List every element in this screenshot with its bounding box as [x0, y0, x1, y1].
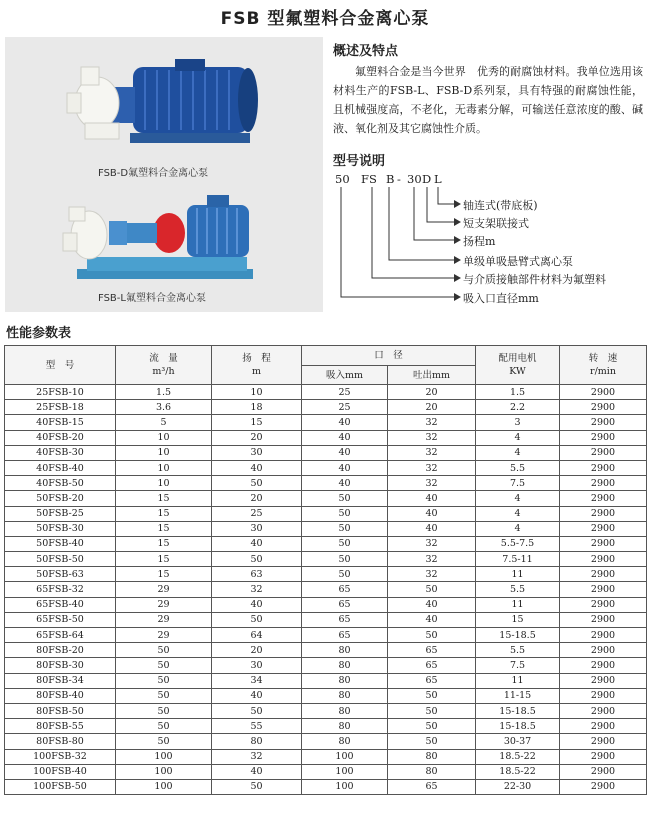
cell-head: 50	[212, 703, 302, 718]
cell-inlet: 100	[302, 764, 388, 779]
cell-model: 65FSB-50	[5, 612, 116, 627]
cell-inlet: 50	[302, 567, 388, 582]
cell-model: 80FSB-80	[5, 734, 116, 749]
cell-flow: 50	[116, 719, 212, 734]
header-speed-unit: r/min	[590, 366, 616, 377]
caption-fsb-d: FSB-D氟塑料合金离心泵	[98, 168, 209, 179]
cell-motor: 15-18.5	[476, 703, 560, 718]
cell-head: 50	[212, 476, 302, 491]
cell-flow: 29	[116, 628, 212, 643]
cell-model: 40FSB-15	[5, 415, 116, 430]
cell-head: 64	[212, 628, 302, 643]
cell-head: 10	[212, 385, 302, 400]
cell-model: 25FSB-10	[5, 385, 116, 400]
model-code-part: 30	[407, 172, 422, 186]
table-row	[5, 628, 647, 643]
cell-head: 80	[212, 734, 302, 749]
cell-head: 20	[212, 643, 302, 658]
header-model: 型 号	[5, 346, 116, 385]
model-label: 扬程m	[463, 235, 496, 248]
cell-head: 15	[212, 415, 302, 430]
header-flow-unit: m³/h	[152, 366, 175, 377]
cell-speed: 2900	[560, 430, 647, 445]
cell-inlet: 80	[302, 688, 388, 703]
cell-motor: 7.5	[476, 658, 560, 673]
performance-heading: 性能参数表	[6, 326, 72, 341]
table-row	[5, 658, 647, 673]
cell-motor: 15	[476, 612, 560, 627]
cell-model: 80FSB-34	[5, 673, 116, 688]
cell-outlet: 32	[388, 552, 476, 567]
model-heading: 型号说明	[333, 154, 386, 169]
cell-speed: 2900	[560, 385, 647, 400]
cell-inlet: 40	[302, 445, 388, 460]
cell-model: 25FSB-18	[5, 400, 116, 415]
cell-outlet: 32	[388, 415, 476, 430]
cell-flow: 5	[116, 415, 212, 430]
model-label: 与介质接触部件材料为氟塑料	[463, 273, 606, 286]
cell-model: 80FSB-50	[5, 703, 116, 718]
cell-outlet: 50	[388, 719, 476, 734]
cell-outlet: 40	[388, 521, 476, 536]
cell-outlet: 40	[388, 506, 476, 521]
table-row	[5, 567, 647, 582]
cell-model: 50FSB-63	[5, 567, 116, 582]
cell-flow: 29	[116, 582, 212, 597]
table-row	[5, 779, 647, 794]
header-motor	[476, 346, 560, 385]
cell-outlet: 32	[388, 476, 476, 491]
cell-motor: 5.5	[476, 643, 560, 658]
cell-model: 40FSB-30	[5, 445, 116, 460]
cell-model: 40FSB-20	[5, 430, 116, 445]
cell-outlet: 32	[388, 460, 476, 475]
cell-speed: 2900	[560, 445, 647, 460]
cell-motor: 15-18.5	[476, 719, 560, 734]
model-code-part: B	[386, 172, 395, 186]
header-flow-label: 流 量	[149, 353, 178, 364]
cell-speed: 2900	[560, 612, 647, 627]
cell-head: 50	[212, 779, 302, 794]
cell-speed: 2900	[560, 552, 647, 567]
model-code-part: L	[434, 172, 442, 186]
cell-motor: 3	[476, 415, 560, 430]
cell-head: 30	[212, 521, 302, 536]
cell-head: 30	[212, 658, 302, 673]
cell-inlet: 25	[302, 400, 388, 415]
cell-flow: 50	[116, 643, 212, 658]
cell-head: 34	[212, 673, 302, 688]
cell-inlet: 80	[302, 643, 388, 658]
cell-flow: 15	[116, 567, 212, 582]
cell-head: 55	[212, 719, 302, 734]
cell-inlet: 100	[302, 749, 388, 764]
cell-model: 50FSB-40	[5, 536, 116, 551]
cell-inlet: 50	[302, 536, 388, 551]
cell-outlet: 50	[388, 688, 476, 703]
cell-inlet: 25	[302, 385, 388, 400]
cell-motor: 4	[476, 445, 560, 460]
cell-head: 40	[212, 764, 302, 779]
table-row	[5, 460, 647, 475]
overview-text: 氟塑料合金是当今世界 优秀的耐腐蚀材料。我单位选用该材料生产的FSB-L、FSB-D系列泵，具有特强的耐腐蚀性能，且机械强度高，不老化，无毒素分解，可输送任意浓度的酸、碱液、氧化剂及其它腐蚀性介质。	[333, 65, 643, 135]
header-caliber: 口 径	[302, 346, 476, 366]
table-row	[5, 612, 647, 627]
cell-speed: 2900	[560, 491, 647, 506]
cell-outlet: 32	[388, 567, 476, 582]
cell-speed: 2900	[560, 703, 647, 718]
cell-speed: 2900	[560, 719, 647, 734]
cell-outlet: 40	[388, 491, 476, 506]
cell-model: 100FSB-32	[5, 749, 116, 764]
cell-flow: 100	[116, 749, 212, 764]
cell-model: 50FSB-50	[5, 552, 116, 567]
cell-outlet: 20	[388, 385, 476, 400]
cell-flow: 15	[116, 491, 212, 506]
cell-head: 40	[212, 536, 302, 551]
cell-motor: 11-15	[476, 688, 560, 703]
cell-inlet: 80	[302, 673, 388, 688]
cell-head: 40	[212, 688, 302, 703]
cell-speed: 2900	[560, 597, 647, 612]
header-speed-label: 转 速	[588, 353, 618, 364]
cell-inlet: 80	[302, 658, 388, 673]
cell-flow: 100	[116, 779, 212, 794]
cell-flow: 50	[116, 703, 212, 718]
cell-speed: 2900	[560, 567, 647, 582]
cell-speed: 2900	[560, 779, 647, 794]
fsb-d-pump-image	[67, 59, 258, 143]
cell-head: 25	[212, 506, 302, 521]
cell-head: 20	[212, 491, 302, 506]
cell-flow: 10	[116, 430, 212, 445]
table-row	[5, 688, 647, 703]
cell-outlet: 80	[388, 764, 476, 779]
table-row	[5, 445, 647, 460]
page-title: FSB 型氟塑料合金离心泵	[220, 9, 430, 29]
cell-flow: 50	[116, 658, 212, 673]
cell-model: 80FSB-20	[5, 643, 116, 658]
cell-outlet: 65	[388, 643, 476, 658]
cell-speed: 2900	[560, 764, 647, 779]
cell-outlet: 80	[388, 749, 476, 764]
cell-head: 20	[212, 430, 302, 445]
cell-flow: 50	[116, 688, 212, 703]
cell-flow: 10	[116, 460, 212, 475]
cell-inlet: 80	[302, 734, 388, 749]
cell-speed: 2900	[560, 476, 647, 491]
cell-inlet: 50	[302, 521, 388, 536]
cell-model: 100FSB-50	[5, 779, 116, 794]
table-row	[5, 703, 647, 718]
model-code-part: D	[422, 172, 432, 186]
table-row	[5, 552, 647, 567]
cell-inlet: 65	[302, 628, 388, 643]
cell-speed: 2900	[560, 582, 647, 597]
cell-motor: 5.5	[476, 582, 560, 597]
header-flow	[116, 346, 212, 385]
table-row	[5, 506, 647, 521]
cell-inlet: 40	[302, 460, 388, 475]
cell-flow: 15	[116, 536, 212, 551]
cell-flow: 29	[116, 612, 212, 627]
cell-motor: 22-30	[476, 779, 560, 794]
cell-speed: 2900	[560, 536, 647, 551]
cell-head: 32	[212, 582, 302, 597]
cell-model: 80FSB-40	[5, 688, 116, 703]
cell-speed: 2900	[560, 415, 647, 430]
cell-outlet: 32	[388, 445, 476, 460]
cell-inlet: 50	[302, 552, 388, 567]
table-row	[5, 521, 647, 536]
cell-flow: 50	[116, 673, 212, 688]
cell-motor: 1.5	[476, 385, 560, 400]
cell-model: 50FSB-30	[5, 521, 116, 536]
table-row	[5, 749, 647, 764]
model-label: 单级单吸悬臂式离心泵	[463, 255, 573, 268]
table-row	[5, 673, 647, 688]
cell-motor: 11	[476, 673, 560, 688]
cell-model: 50FSB-25	[5, 506, 116, 521]
cell-motor: 4	[476, 521, 560, 536]
model-label: 短支架联接式	[463, 217, 529, 230]
cell-flow: 15	[116, 521, 212, 536]
table-row	[5, 385, 647, 400]
cell-flow: 10	[116, 476, 212, 491]
cell-motor: 18.5-22	[476, 749, 560, 764]
cell-head: 32	[212, 749, 302, 764]
cell-motor: 4	[476, 430, 560, 445]
cell-outlet: 40	[388, 612, 476, 627]
cell-motor: 4	[476, 506, 560, 521]
table-row	[5, 491, 647, 506]
header-head	[212, 346, 302, 385]
cell-speed: 2900	[560, 749, 647, 764]
cell-inlet: 50	[302, 506, 388, 521]
model-label: 轴连式(带底板)	[463, 199, 538, 212]
cell-speed: 2900	[560, 643, 647, 658]
cell-flow: 10	[116, 445, 212, 460]
cell-outlet: 32	[388, 430, 476, 445]
cell-model: 50FSB-20	[5, 491, 116, 506]
cell-model: 100FSB-40	[5, 764, 116, 779]
cell-flow: 29	[116, 597, 212, 612]
table-row	[5, 719, 647, 734]
cell-head: 30	[212, 445, 302, 460]
cell-flow: 1.5	[116, 385, 212, 400]
model-code-part: -	[397, 172, 401, 186]
cell-motor: 11	[476, 597, 560, 612]
cell-model: 40FSB-40	[5, 460, 116, 475]
table-row	[5, 734, 647, 749]
model-connector-lines	[330, 180, 470, 305]
cell-inlet: 40	[302, 430, 388, 445]
table-row	[5, 582, 647, 597]
table-row	[5, 536, 647, 551]
header-outlet: 吐出mm	[388, 366, 476, 385]
cell-inlet: 65	[302, 597, 388, 612]
cell-head: 50	[212, 612, 302, 627]
cell-flow: 15	[116, 506, 212, 521]
cell-speed: 2900	[560, 673, 647, 688]
cell-inlet: 80	[302, 703, 388, 718]
cell-inlet: 50	[302, 491, 388, 506]
cell-motor: 7.5-11	[476, 552, 560, 567]
cell-head: 50	[212, 552, 302, 567]
cell-model: 80FSB-30	[5, 658, 116, 673]
cell-motor: 15-18.5	[476, 628, 560, 643]
cell-speed: 2900	[560, 628, 647, 643]
cell-motor: 11	[476, 567, 560, 582]
fsb-l-pump-image	[63, 195, 253, 279]
cell-inlet: 65	[302, 582, 388, 597]
cell-model: 65FSB-64	[5, 628, 116, 643]
cell-inlet: 65	[302, 612, 388, 627]
cell-outlet: 50	[388, 703, 476, 718]
table-row	[5, 415, 647, 430]
model-code-part: FS	[361, 172, 377, 186]
table-row	[5, 400, 647, 415]
cell-outlet: 65	[388, 779, 476, 794]
cell-speed: 2900	[560, 521, 647, 536]
cell-model: 65FSB-40	[5, 597, 116, 612]
cell-speed: 2900	[560, 460, 647, 475]
cell-motor: 5.5	[476, 460, 560, 475]
cell-speed: 2900	[560, 688, 647, 703]
cell-inlet: 40	[302, 415, 388, 430]
cell-outlet: 20	[388, 400, 476, 415]
cell-motor: 18.5-22	[476, 764, 560, 779]
table-row	[5, 476, 647, 491]
cell-outlet: 50	[388, 628, 476, 643]
table-row	[5, 764, 647, 779]
cell-flow: 3.6	[116, 400, 212, 415]
cell-motor: 5.5-7.5	[476, 536, 560, 551]
model-code-part: 50	[335, 172, 350, 186]
cell-head: 40	[212, 597, 302, 612]
cell-model: 40FSB-50	[5, 476, 116, 491]
cell-model: 80FSB-55	[5, 719, 116, 734]
header-inlet: 吸入mm	[302, 366, 388, 385]
product-photo-panel	[5, 37, 323, 312]
table-row	[5, 643, 647, 658]
header-head-unit: m	[251, 366, 261, 377]
header-motor-label: 配用电机	[498, 353, 537, 364]
cell-outlet: 50	[388, 582, 476, 597]
performance-table-body	[5, 385, 647, 795]
cell-outlet: 50	[388, 734, 476, 749]
overview-heading: 概述及特点	[333, 44, 399, 59]
header-speed	[560, 346, 647, 385]
cell-head: 63	[212, 567, 302, 582]
table-row	[5, 430, 647, 445]
cell-outlet: 40	[388, 597, 476, 612]
cell-head: 40	[212, 460, 302, 475]
cell-inlet: 100	[302, 779, 388, 794]
cell-outlet: 65	[388, 658, 476, 673]
cell-outlet: 32	[388, 536, 476, 551]
model-label: 吸入口直径mm	[463, 292, 539, 305]
table-row	[5, 597, 647, 612]
header-head-label: 扬 程	[242, 353, 271, 364]
performance-table	[4, 345, 647, 795]
cell-flow: 15	[116, 552, 212, 567]
cell-speed: 2900	[560, 506, 647, 521]
caption-fsb-l: FSB-L氟塑料合金离心泵	[98, 293, 206, 304]
cell-flow: 100	[116, 764, 212, 779]
cell-motor: 4	[476, 491, 560, 506]
cell-speed: 2900	[560, 658, 647, 673]
cell-motor: 7.5	[476, 476, 560, 491]
cell-speed: 2900	[560, 734, 647, 749]
cell-outlet: 65	[388, 673, 476, 688]
cell-inlet: 40	[302, 476, 388, 491]
cell-motor: 2.2	[476, 400, 560, 415]
cell-model: 65FSB-32	[5, 582, 116, 597]
cell-inlet: 80	[302, 719, 388, 734]
cell-head: 18	[212, 400, 302, 415]
header-motor-unit: KW	[509, 366, 526, 377]
cell-motor: 30-37	[476, 734, 560, 749]
cell-speed: 2900	[560, 400, 647, 415]
cell-flow: 50	[116, 734, 212, 749]
